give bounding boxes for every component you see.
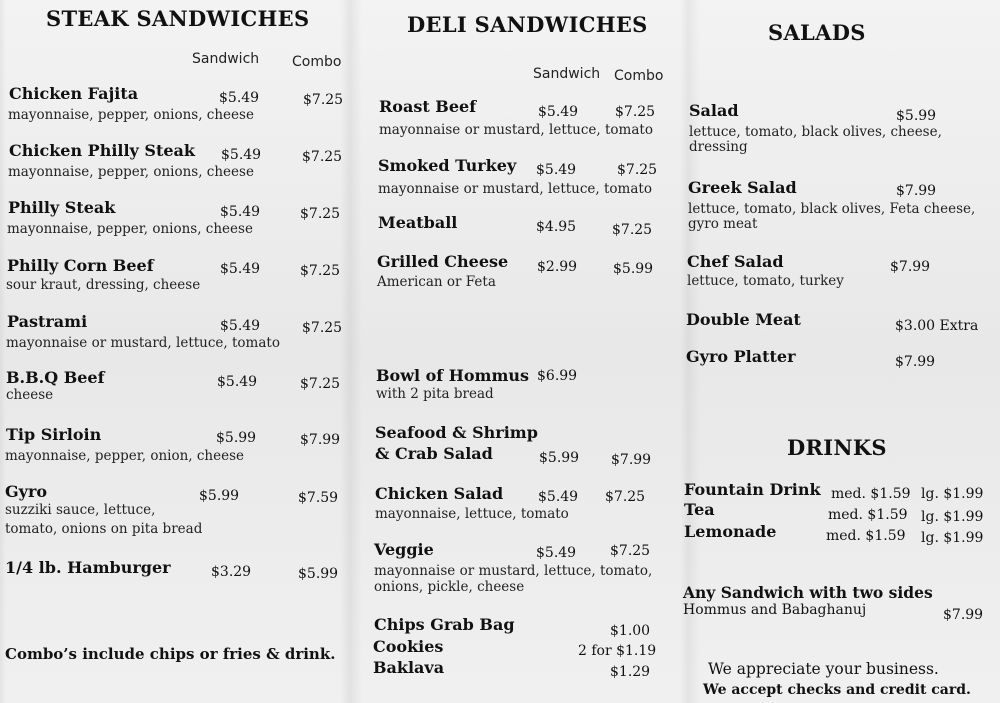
deli-heading: DELI SANDWICHES: [407, 12, 648, 37]
item-desc: mayonnaise or mustard, lettuce, tomato: [6, 335, 280, 351]
deli-col-sandwich: Sandwich: [533, 66, 601, 82]
drink-lg-price: lg. $1.99: [921, 509, 984, 525]
item-combo-price: $7.25: [617, 162, 658, 178]
item-combo-price: $7.59: [298, 490, 339, 506]
item-desc: lettuce, tomato, black olives, cheese,: [689, 124, 942, 140]
item-sandwich-price: $5.49: [538, 104, 579, 120]
item-combo-price: $7.25: [605, 489, 646, 505]
extra-name: Baklava: [373, 658, 445, 677]
item-combo-price: $7.25: [303, 92, 344, 108]
item-desc: mayonnaise, lettuce, tomato: [375, 506, 569, 522]
item-name: Chef Salad: [687, 252, 784, 271]
item-desc: lettuce, tomato, black olives, Feta cheese,: [688, 201, 976, 217]
item-name: Greek Salad: [688, 178, 797, 197]
item-name-2: & Crab Salad: [375, 444, 493, 463]
item-combo-price: $7.25: [302, 320, 343, 336]
item-desc: mayonnaise, pepper, onion, cheese: [5, 448, 245, 464]
item-desc-2: onions, pickle, cheese: [374, 579, 525, 595]
drink-med-price: med. $1.59: [828, 507, 908, 523]
item-desc-2: gyro meat: [688, 216, 758, 232]
item-combo-price: $7.99: [611, 452, 652, 468]
item-combo-price: $5.99: [298, 566, 339, 582]
item-desc: mayonnaise or mustard, lettuce, tomato,: [374, 563, 653, 579]
steak-col-sandwich: Sandwich: [192, 51, 260, 67]
item-desc: suzziki sauce, lettuce,: [5, 502, 156, 518]
item-combo-price: $7.25: [300, 206, 341, 222]
special-price: $7.99: [943, 607, 984, 623]
item-combo-price: $7.99: [300, 432, 341, 448]
extra-price: 2 for $1.19: [578, 643, 657, 659]
item-name: Chicken Philly Steak: [9, 141, 195, 160]
item-name: Chicken Fajita: [9, 84, 139, 103]
item-name: Tip Sirloin: [6, 425, 102, 444]
item-name: Pastrami: [7, 312, 88, 331]
item-name: Grilled Cheese: [377, 252, 509, 271]
item-sandwich-price: $4.95: [536, 219, 577, 235]
item-sandwich-price: $3.29: [211, 564, 252, 580]
item-desc: lettuce, tomato, turkey: [687, 273, 844, 289]
item-desc: mayonnaise or mustard, lettuce, tomato: [379, 122, 653, 138]
item-name: Chicken Salad: [375, 484, 504, 503]
extra-price: $1.29: [610, 664, 651, 680]
item-name: Philly Corn Beef: [7, 256, 154, 275]
item-combo-price: $7.25: [610, 543, 651, 559]
extra-name: Chips Grab Bag: [374, 615, 515, 634]
item-name: Meatball: [378, 213, 458, 232]
drinks-heading: DRINKS: [787, 435, 887, 460]
item-price: $7.99: [890, 259, 931, 275]
item-price: $5.99: [896, 108, 937, 124]
steak-col-combo: Combo: [292, 54, 342, 70]
item-name: Bowl of Hommus: [376, 366, 530, 385]
item-sandwich-price: $5.49: [220, 204, 261, 220]
item-desc-2: tomato, onions on pita bread: [5, 521, 203, 537]
item-sandwich-price: $5.99: [199, 488, 240, 504]
item-name: Philly Steak: [8, 198, 116, 217]
item-name: Smoked Turkey: [378, 156, 517, 175]
drink-name: Fountain Drink: [684, 480, 821, 499]
item-name: Double Meat: [686, 310, 801, 329]
item-name: 1/4 lb. Hamburger: [5, 558, 171, 577]
item-sandwich-price: $5.49: [221, 147, 262, 163]
extra-name: Cookies: [373, 637, 444, 656]
special-desc: Hommus and Babaghanuj: [683, 602, 867, 618]
drink-name: Tea: [684, 500, 715, 519]
item-combo-price: $7.25: [300, 376, 341, 392]
item-combo-price: $7.25: [300, 263, 341, 279]
item-sandwich-price: $5.49: [538, 489, 579, 505]
drink-lg-price: lg. $1.99: [921, 530, 984, 546]
steak-heading: STEAK SANDWICHES: [46, 6, 310, 31]
item-sandwich-price: $5.49: [220, 261, 261, 277]
drink-lg-price: lg. $1.99: [921, 486, 984, 502]
item-desc: cheese: [6, 387, 54, 403]
item-price: $3.00 Extra: [895, 318, 979, 334]
special-title: Any Sandwich with two sides: [683, 583, 933, 602]
deli-col-combo: Combo: [614, 68, 664, 84]
item-sandwich-price: $6.99: [537, 368, 578, 384]
item-name: B.B.Q Beef: [6, 368, 105, 387]
item-desc: sour kraut, dressing, cheese: [6, 277, 201, 293]
item-name: Salad: [689, 101, 739, 120]
item-sandwich-price: $5.49: [536, 545, 577, 561]
item-name: Roast Beef: [379, 97, 477, 116]
item-sandwich-price: $5.99: [539, 450, 580, 466]
item-sandwich-price: $5.49: [220, 318, 261, 334]
item-name: Gyro: [5, 482, 48, 501]
item-combo-price: $5.99: [613, 261, 654, 277]
item-desc: mayonnaise, pepper, onions, cheese: [7, 221, 253, 237]
item-desc: mayonnaise, pepper, onions, cheese: [8, 107, 254, 123]
footer-payment: We accept checks and credit card.: [703, 682, 971, 698]
item-price: $7.99: [896, 183, 937, 199]
item-desc: with 2 pita bread: [376, 386, 494, 402]
extra-price: $1.00: [610, 623, 651, 639]
item-name: Gyro Platter: [686, 347, 796, 366]
item-sandwich-price: $5.99: [216, 430, 257, 446]
item-sandwich-price: $5.49: [536, 162, 577, 178]
item-desc-2: dressing: [689, 139, 748, 155]
combo-footnote: Combo’s include chips or fries & drink.: [5, 645, 336, 663]
item-name: Seafood & Shrimp: [375, 423, 538, 442]
item-sandwich-price: $5.49: [217, 374, 258, 390]
salads-heading: SALADS: [768, 20, 866, 45]
item-sandwich-price: $5.49: [219, 90, 260, 106]
drink-med-price: med. $1.59: [826, 528, 906, 544]
item-sandwich-price: $2.99: [537, 259, 578, 275]
footer-thanks: We appreciate your business.: [708, 660, 939, 678]
item-desc: mayonnaise or mustard, lettuce, tomato: [378, 181, 652, 197]
item-price: $7.99: [895, 354, 936, 370]
item-combo-price: $7.25: [612, 222, 653, 238]
item-combo-price: $7.25: [615, 104, 656, 120]
item-desc: mayonnaise, pepper, onions, cheese: [8, 164, 254, 180]
drink-med-price: med. $1.59: [831, 486, 911, 502]
item-name: Veggie: [374, 540, 434, 559]
item-desc: American or Feta: [377, 274, 496, 290]
item-combo-price: $7.25: [302, 149, 343, 165]
drink-name: Lemonade: [684, 522, 777, 541]
